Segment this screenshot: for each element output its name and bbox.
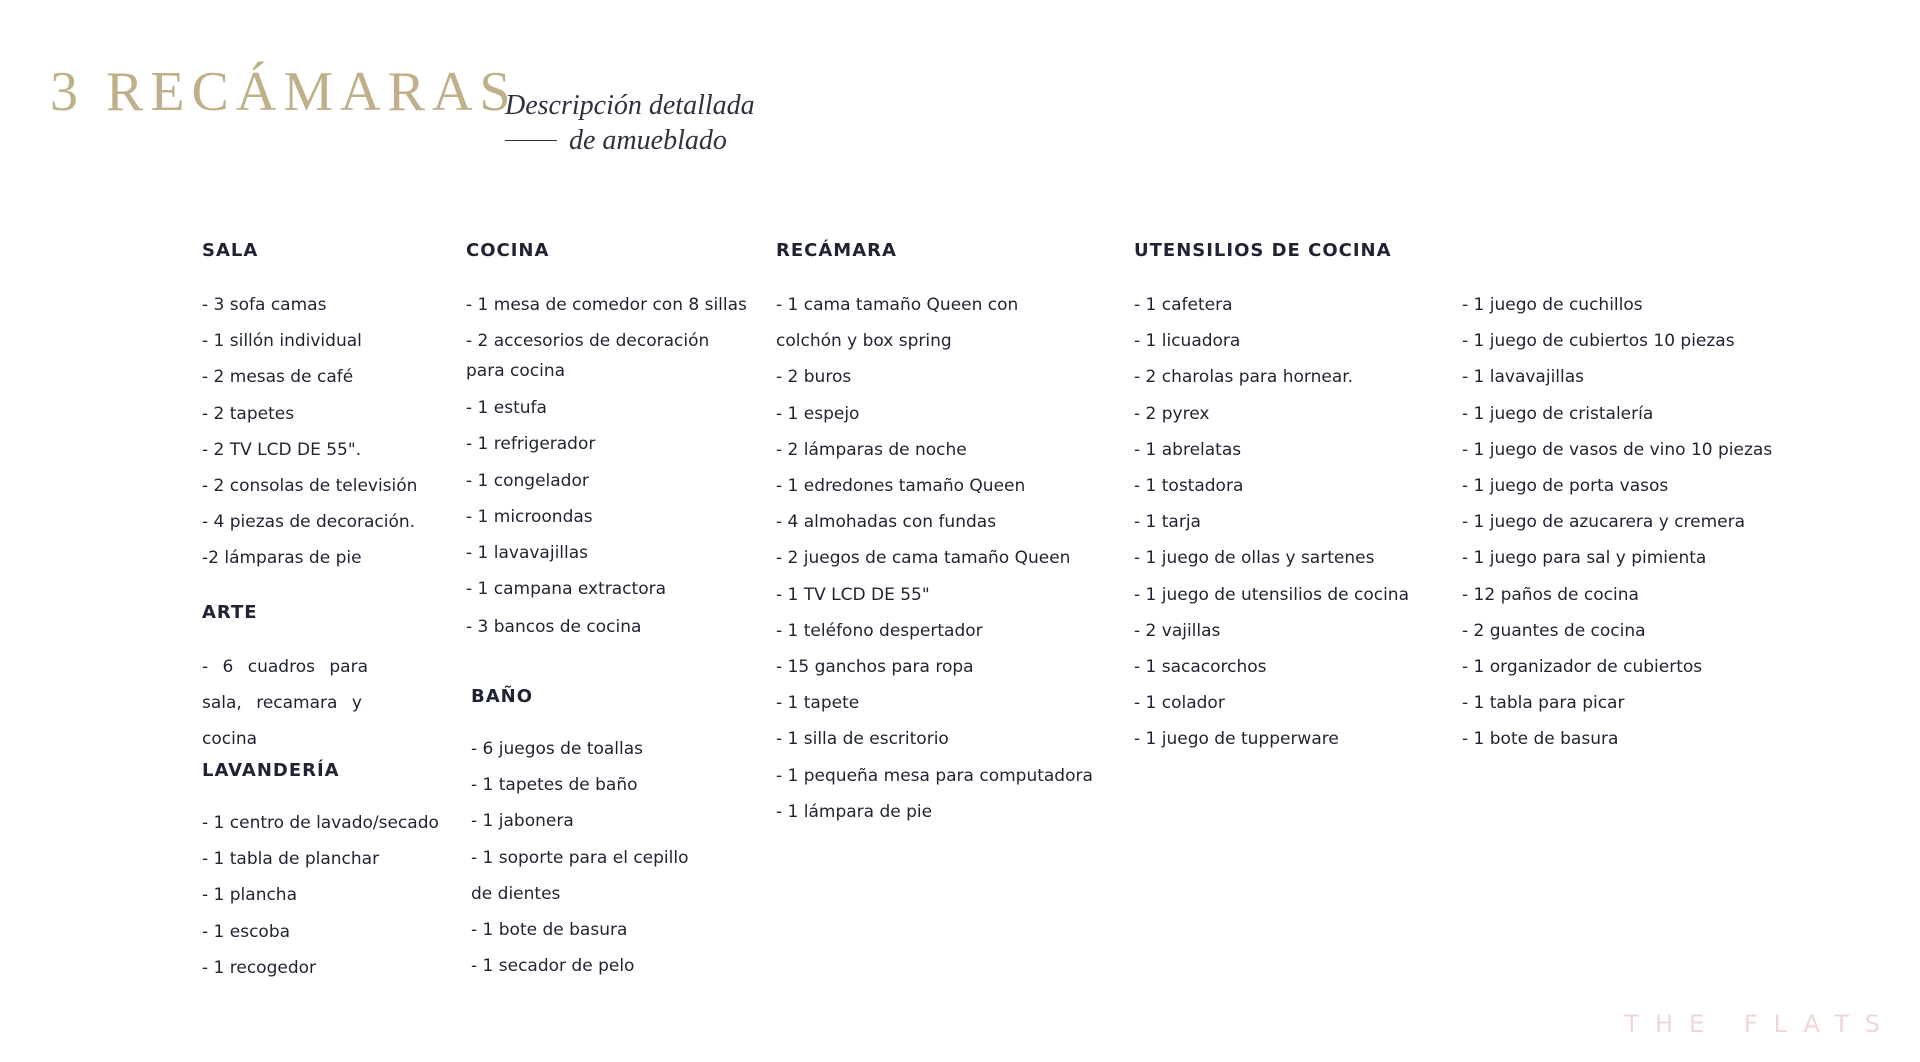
list-item: - 1 juego de utensilios de cocina <box>1134 584 1409 605</box>
list-item: - 1 lámpara de pie <box>776 801 933 822</box>
list-item: - 1 centro de lavado/secado <box>202 813 439 833</box>
item-list <box>202 287 442 577</box>
list-item: - 1 bote de basura <box>1462 729 1619 750</box>
list-item: - 2 mesas de café <box>202 367 354 388</box>
section-heading: BAÑO <box>471 686 534 707</box>
list-item: - 1 bote de basura <box>471 920 628 941</box>
list-item: - 1 teléfono despertador <box>776 620 983 641</box>
section-arte <box>202 602 412 758</box>
list-item: - 1 plancha <box>202 885 298 906</box>
list-item: - 3 bancos de cocina <box>466 617 642 638</box>
list-item: - 1 escoba <box>202 921 291 942</box>
list-item: - 1 juego de azucarera y cremera <box>1462 512 1746 533</box>
list-item: - 1 estufa <box>466 398 547 419</box>
page-subtitle <box>505 88 755 158</box>
list-item: - 1 tarja <box>1134 512 1201 533</box>
item-list <box>471 731 721 984</box>
section-heading: RECÁMARA <box>776 240 897 261</box>
section-utensilios-continued <box>1462 240 1782 758</box>
list-item: - 1 TV LCD DE 55" <box>776 584 930 605</box>
list-item: - 1 tostadora <box>1134 476 1244 497</box>
list-item: - 1 secador de pelo <box>471 956 635 977</box>
list-item: - 1 juego de porta vasos <box>1462 476 1669 497</box>
section-utensilios <box>1134 240 1444 758</box>
list-item: - 3 sofa camas <box>202 295 327 315</box>
list-item: - 1 tabla de planchar <box>202 849 380 870</box>
list-item: - 1 soporte para el cepillo de dientes <box>471 847 689 904</box>
item-list <box>202 805 442 986</box>
section-heading: LAVANDERÍA <box>202 760 340 781</box>
list-item: - 2 pyrex <box>1134 403 1210 424</box>
subtitle-line-1: Descripción detallada <box>505 90 755 121</box>
list-item: - 1 sillón individual <box>202 331 362 352</box>
item-list <box>776 287 1093 830</box>
list-item: - 1 juego de cubiertos 10 piezas <box>1462 331 1735 352</box>
section-cocina <box>466 240 746 646</box>
list-item: - 15 ganchos para ropa <box>776 657 974 678</box>
subtitle-dash <box>505 140 557 141</box>
item-list <box>1134 287 1444 758</box>
list-item: - 1 pequeña mesa para computadora <box>776 765 1093 786</box>
list-item: - 2 consolas de televisión <box>202 476 418 497</box>
list-item: - 1 recogedor <box>202 957 317 978</box>
list-item: - 1 tapete <box>776 693 860 714</box>
list-item: - 12 paños de cocina <box>1462 584 1639 605</box>
list-item: - 1 juego de cuchillos <box>1462 295 1643 315</box>
list-item: - 1 cama tamaño Queen con colchón y box spring <box>776 295 1019 352</box>
list-item: - 1 lavavajillas <box>1462 367 1585 388</box>
list-item: - 1 silla de escritorio <box>776 729 949 750</box>
list-item: - 1 jabonera <box>471 811 574 832</box>
list-item: - 2 TV LCD DE 55". <box>202 439 362 460</box>
list-item: - 1 espejo <box>776 403 860 424</box>
section-heading: UTENSILIOS DE COCINA <box>1134 240 1392 261</box>
list-item: - 1 tabla para picar <box>1462 693 1625 714</box>
list-item: - 1 sacacorchos <box>1134 657 1267 678</box>
list-item: - 1 campana extractora <box>466 579 666 600</box>
list-item: - 1 microondas <box>466 506 593 527</box>
list-item: - 1 organizador de cubiertos <box>1462 657 1703 678</box>
list-item: - 4 piezas de decoración. <box>202 512 416 533</box>
item-list <box>1462 287 1782 758</box>
section-recamara <box>776 240 1093 830</box>
list-item: -2 lámparas de pie <box>202 548 362 569</box>
list-item: - 2 buros <box>776 367 852 388</box>
list-item: - 1 licuadora <box>1134 331 1241 352</box>
item-list <box>466 287 746 646</box>
list-item: - 6 juegos de toallas <box>471 739 644 759</box>
list-item: - 2 vajillas <box>1134 620 1221 641</box>
list-item: - 1 juego de tupperware <box>1134 729 1339 750</box>
list-item: - 2 juegos de cama tamaño Queen <box>776 548 1071 569</box>
section-sala <box>202 240 442 577</box>
list-item: - 2 tapetes <box>202 403 295 424</box>
subtitle-line-2: de amueblado <box>569 125 727 156</box>
list-item: - 6 cuadros para sala, recamara y cocina <box>202 657 368 750</box>
list-item: - 1 congelador <box>466 470 589 491</box>
list-item: - 1 edredones tamaño Queen <box>776 476 1026 497</box>
list-item: - 1 colador <box>1134 693 1225 714</box>
list-item: - 2 guantes de cocina <box>1462 620 1646 641</box>
list-item: - 1 lavavajillas <box>466 543 589 564</box>
list-item: - 1 juego para sal y pimienta <box>1462 548 1707 569</box>
list-item: - 2 accesorios de decoración para cocina <box>466 331 710 382</box>
item-list <box>202 649 412 758</box>
list-item: - 1 tapetes de baño <box>471 775 638 796</box>
section-lavanderia <box>202 760 442 986</box>
list-item: - 4 almohadas con fundas <box>776 512 997 533</box>
list-item: - 1 juego de cristalería <box>1462 403 1654 424</box>
section-heading: SALA <box>202 240 259 261</box>
section-heading: COCINA <box>466 240 550 261</box>
brand-logo-text: THE FLATS <box>1624 1010 1896 1038</box>
subtitle-line-2-row <box>505 123 755 158</box>
list-item: - 1 abrelatas <box>1134 439 1242 460</box>
list-item: - 2 charolas para hornear. <box>1134 367 1354 388</box>
list-item: - 1 juego de vasos de vino 10 piezas <box>1462 439 1773 460</box>
list-item: - 1 cafetera <box>1134 295 1233 315</box>
list-item: - 1 mesa de comedor con 8 sillas <box>466 295 747 315</box>
list-item: - 2 lámparas de noche <box>776 439 967 460</box>
section-heading: ARTE <box>202 602 258 623</box>
list-item: - 1 juego de ollas y sartenes <box>1134 548 1375 569</box>
page-title: 3 RECÁMARAS <box>50 61 518 123</box>
section-bano <box>471 686 721 984</box>
list-item: - 1 refrigerador <box>466 434 596 455</box>
